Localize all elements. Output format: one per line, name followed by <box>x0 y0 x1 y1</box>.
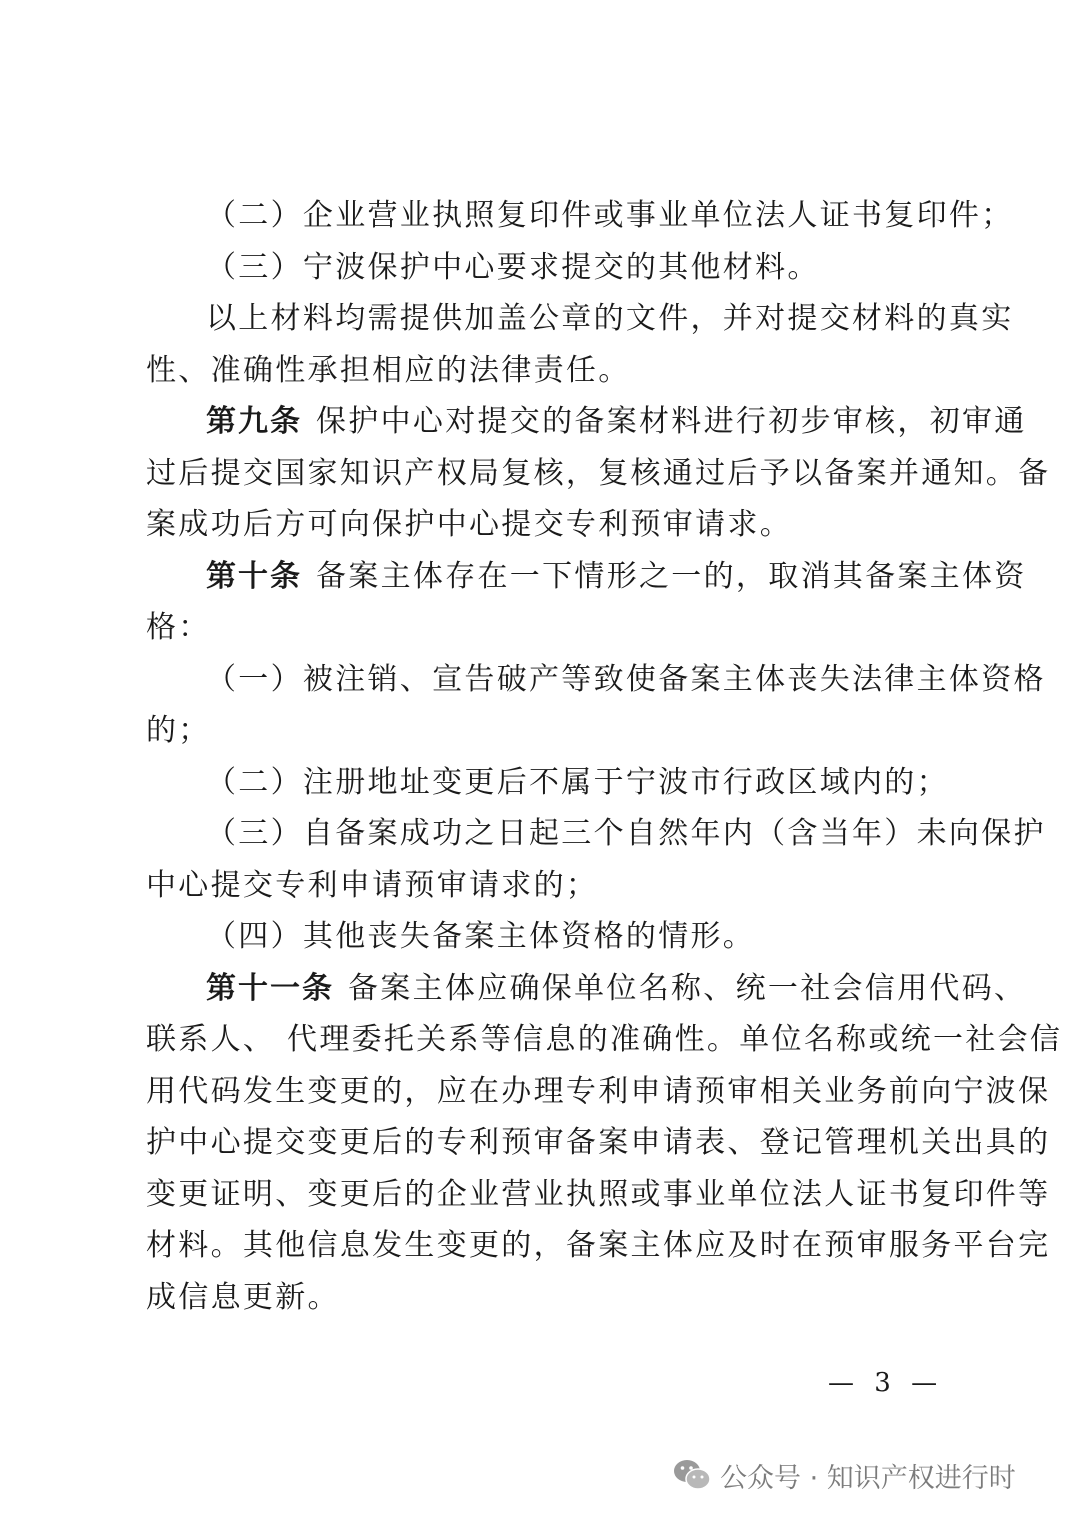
paragraph-line: 护中心提交变更后的专利预审备案申请表、登记管理机关出具的 <box>146 1125 1051 1160</box>
paragraph-line: 成信息更新。 <box>146 1279 340 1315</box>
paragraph-line: 材料。其他信息发生变更的，备案主体应及时在预审服务平台完 <box>146 1228 1051 1263</box>
paragraph-line: 案成功后方可向保护中心提交专利预审请求。 <box>146 507 792 542</box>
list-item-3: （三）自备案成功之日起三个自然年内（含当年）未向保护 <box>206 816 1046 851</box>
paragraph-line: 性、准确性承担相应的法律责任。 <box>146 352 631 388</box>
article-11-heading: 第十一条 <box>206 970 334 1006</box>
list-item-2: （二）企业营业执照复印件或事业单位法人证书复印件； <box>206 198 1014 233</box>
watermark <box>672 1455 1016 1495</box>
article-9-line <box>146 396 1027 448</box>
article-10-line <box>146 551 1027 603</box>
article-10-text: 备案主体存在一下情形之一的，取消其备案主体资 <box>316 558 1027 594</box>
page-number: — 3 — <box>828 1368 944 1398</box>
article-9-text: 保护中心对提交的备案材料进行初步审核，初审通 <box>316 404 1027 439</box>
paragraph-line: 变更证明、变更后的企业营业执照或事业单位法人证书复印件等 <box>146 1176 1051 1212</box>
list-item-2: （二）注册地址变更后不属于宁波市行政区域内的； <box>206 764 949 800</box>
paragraph-line: 用代码发生变更的，应在办理专利申请预审相关业务前向宁波保 <box>146 1073 1051 1109</box>
paragraph-line: 的； <box>146 713 211 748</box>
article-11-text: 备案主体应确保单位名称、统一社会信用代码、 <box>348 970 1027 1006</box>
article-11-line <box>146 963 1027 1015</box>
paragraph-line: 中心提交专利申请预审请求的； <box>146 867 599 903</box>
list-item-4: （四）其他丧失备案主体资格的情形。 <box>206 919 756 954</box>
paragraph-line: 联系人、 代理委托关系等信息的准确性。单位名称或统一社会信 <box>146 1022 1063 1057</box>
watermark-text: 公众号 · 知识产权进行时 <box>720 1462 1016 1494</box>
document-body <box>146 190 1063 1323</box>
paragraph-line: 以上材料均需提供加盖公章的文件，并对提交材料的真实 <box>206 301 1014 336</box>
list-item-1: （一）被注销、宣告破产等致使备案主体丧失法律主体资格 <box>206 661 1046 697</box>
wechat-icon <box>672 1458 712 1492</box>
list-item-3: （三）宁波保护中心要求提交的其他材料。 <box>206 249 820 285</box>
article-9-heading: 第九条 <box>206 404 302 439</box>
article-10-heading: 第十条 <box>206 558 302 594</box>
paragraph-line: 过后提交国家知识产权局复核，复核通过后予以备案并通知。备 <box>146 455 1051 491</box>
paragraph-line: 格： <box>146 610 211 645</box>
